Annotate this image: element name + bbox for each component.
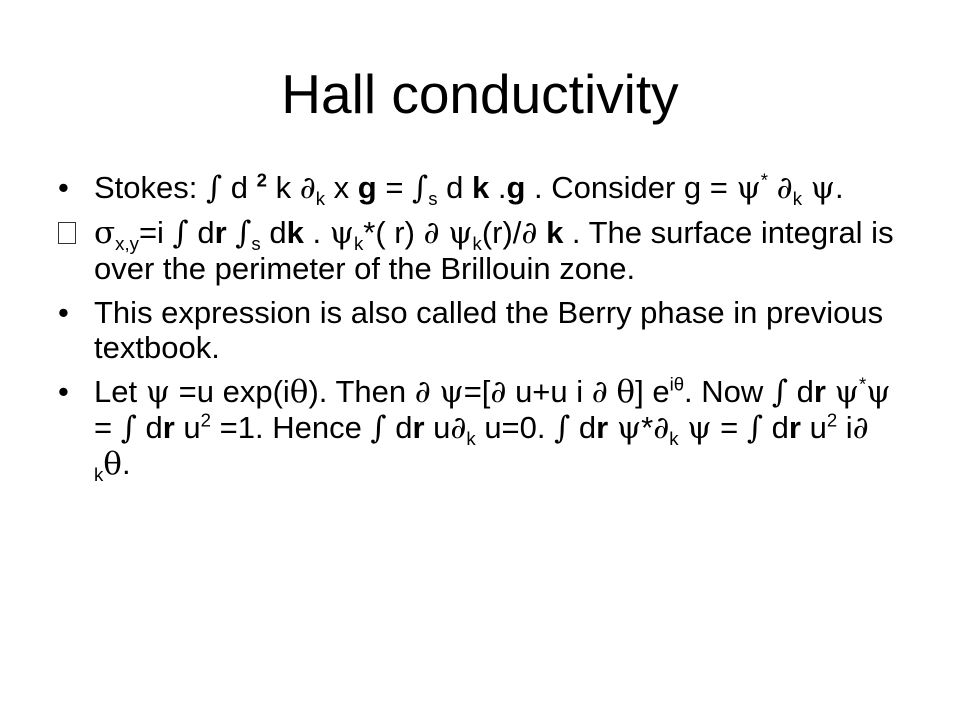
text-segment: (r)/ — [481, 215, 522, 250]
text-segment: 2 — [200, 409, 212, 431]
text-segment: x,y — [115, 233, 139, 255]
text-segment: . — [121, 446, 131, 481]
bullet-item — [58, 215, 908, 286]
text-segment: ∂ — [653, 410, 670, 446]
text-segment — [802, 170, 811, 205]
text-segment: u — [424, 410, 451, 445]
text-segment: ∫ — [370, 410, 387, 446]
text-segment — [826, 374, 835, 409]
text-segment: =u exp(i — [170, 374, 290, 409]
text-segment: This expression is also called the Berry phase in previous textbook. — [94, 295, 884, 365]
text-segment: ∫ — [206, 170, 223, 206]
text-segment: r — [788, 410, 801, 445]
text-segment: r — [412, 410, 425, 445]
text-segment: ∫ — [172, 215, 189, 251]
text-segment: ψ — [616, 410, 642, 446]
text-segment: ψ — [145, 374, 171, 410]
text-segment: ψ — [687, 410, 712, 446]
text-segment: =i — [138, 215, 173, 250]
text-segment: ∂ — [490, 374, 507, 410]
text-segment: r — [162, 410, 175, 445]
text-segment: Stokes: — [94, 170, 206, 205]
bullet-item — [58, 295, 908, 365]
text-segment: k — [471, 170, 490, 205]
bullet-text — [94, 295, 908, 365]
text-segment: . Now — [684, 374, 772, 409]
text-segment: ∂ — [414, 374, 431, 410]
text-segment: ). Then — [308, 374, 415, 409]
text-segment: k — [669, 428, 679, 450]
text-segment: ∂ — [299, 170, 316, 206]
text-segment: d — [222, 170, 257, 205]
text-segment: k — [315, 188, 326, 210]
bullet-text — [94, 169, 908, 210]
text-segment — [608, 410, 617, 445]
bullet-text — [94, 215, 908, 286]
text-segment: ∂ — [591, 374, 608, 410]
text-segment: s — [251, 233, 261, 255]
text-segment: . The surface integral is over the perimeter of the Brillouin zone. — [94, 215, 894, 286]
bullet-item — [58, 373, 908, 486]
text-segment: σ — [94, 215, 116, 251]
text-segment: . — [303, 215, 330, 250]
text-segment — [227, 215, 236, 250]
text-segment: k — [286, 215, 304, 250]
text-segment: = — [711, 410, 747, 445]
text-segment: ∂ — [776, 170, 793, 206]
text-segment: ∫ — [746, 410, 764, 446]
text-segment: ψ — [810, 170, 835, 206]
text-segment: Let — [94, 374, 146, 409]
text-segment: θ — [616, 374, 636, 410]
text-segment: k — [94, 464, 104, 486]
text-segment: d — [386, 410, 413, 445]
text-segment: ψ — [736, 170, 761, 206]
text-segment: d — [260, 215, 287, 250]
slide-title: Hall conductivity — [281, 63, 679, 125]
text-segment: ψ — [866, 374, 891, 410]
text-segment: θ — [103, 446, 122, 482]
text-segment: =[ — [463, 374, 491, 409]
text-segment: ] e — [635, 374, 670, 409]
text-segment: r — [596, 410, 609, 445]
text-segment: u — [174, 410, 201, 445]
text-segment: d — [437, 170, 472, 205]
text-segment: ∂ — [423, 215, 440, 251]
text-segment — [440, 215, 449, 250]
text-segment: ∫ — [554, 410, 571, 446]
text-segment: u — [800, 410, 827, 445]
text-segment: =1. Hence — [211, 410, 371, 445]
text-segment: s — [428, 188, 438, 210]
text-segment: ∫ — [771, 374, 789, 410]
text-segment: . Consider g = — [525, 170, 737, 205]
bullet-item — [58, 169, 908, 210]
text-segment: θ — [289, 374, 309, 410]
missing-glyph-box-icon — [58, 222, 76, 244]
text-segment: g — [506, 170, 526, 205]
text-segment: ∂ — [450, 410, 467, 446]
text-segment: iθ — [669, 373, 685, 395]
text-segment: . — [834, 170, 844, 205]
text-segment: . — [489, 170, 507, 205]
text-segment: x — [325, 170, 358, 205]
text-segment: ∂ — [521, 215, 538, 251]
text-segment: ψ — [439, 374, 464, 410]
text-segment: k — [353, 233, 364, 255]
text-segment: 2 — [826, 409, 838, 431]
text-segment: r — [214, 215, 227, 250]
text-segment: ψ — [834, 374, 859, 410]
text-segment: * — [760, 169, 769, 191]
bullet-list — [58, 170, 908, 491]
text-segment: k — [472, 233, 482, 255]
text-segment: * — [858, 373, 867, 395]
text-segment: ∫ — [235, 215, 252, 251]
text-segment: k — [266, 170, 300, 205]
text-segment: ∂ — [852, 410, 869, 446]
text-segment: * — [641, 410, 654, 445]
text-segment — [537, 215, 546, 250]
text-segment: = — [94, 410, 121, 445]
text-segment: d — [570, 410, 597, 445]
text-segment: i — [837, 410, 853, 445]
text-segment: d — [188, 215, 215, 250]
bullet-marker-icon: • — [58, 295, 69, 330]
text-segment: ψ — [448, 215, 473, 251]
text-segment: ∫ — [412, 170, 429, 206]
bullet-marker-icon: • — [58, 170, 69, 205]
text-segment: k — [466, 428, 476, 450]
text-segment: ψ — [329, 215, 354, 251]
text-segment: 2 — [256, 169, 267, 191]
text-segment: *( r) — [363, 215, 424, 250]
text-segment: d — [788, 374, 814, 409]
text-segment: u=0. — [475, 410, 555, 445]
text-segment: k — [792, 188, 802, 210]
text-segment: d — [763, 410, 789, 445]
text-segment: g — [357, 170, 377, 205]
text-segment: ∫ — [120, 410, 137, 446]
text-segment — [679, 410, 688, 445]
bullet-text — [94, 373, 908, 486]
text-segment: r — [813, 374, 826, 409]
text-segment — [768, 170, 777, 205]
text-segment: d — [136, 410, 163, 445]
bullet-marker-icon: • — [58, 374, 69, 409]
text-segment: = — [376, 170, 413, 205]
text-segment: k — [546, 215, 564, 250]
text-segment: u+u i — [506, 374, 592, 409]
